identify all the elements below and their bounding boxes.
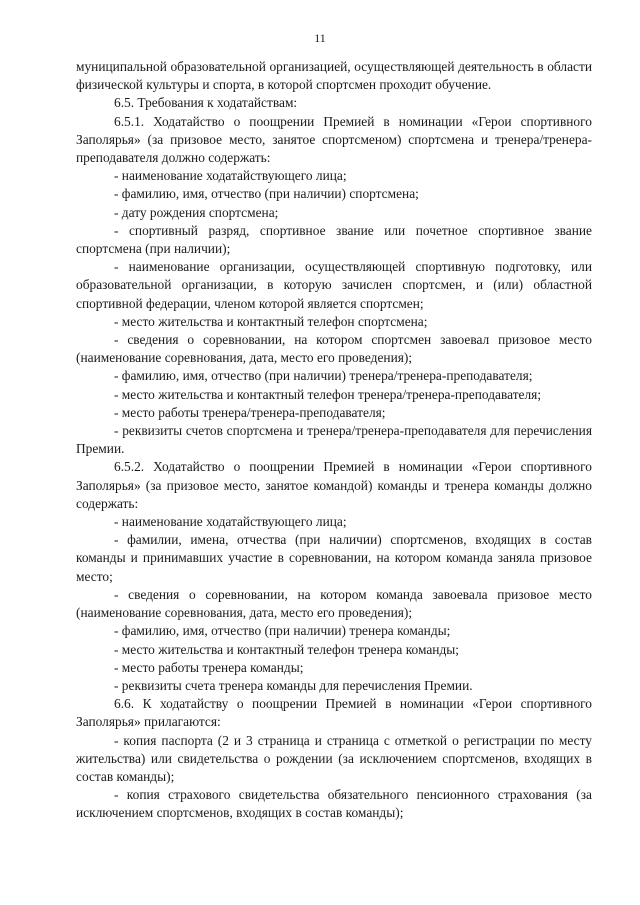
paragraph: - сведения о соревновании, на котором спортсмен завоевал призовое место (наименование соревнования, дата, место его проведения); <box>76 332 592 366</box>
paragraph: - место работы тренера команды; <box>114 659 304 675</box>
paragraph: - наименование организации, осуществляющей спортивную подготовку, или образовательной организации, в которую зачислен спортсмен, и (или) областной спортивной федерации, членом которой является спортсмен; <box>76 259 592 311</box>
paragraph: - наименование ходатайствующего лица; <box>114 168 347 184</box>
paragraph: - место жительства и контактный телефон тренера команды; <box>114 641 459 657</box>
page-number: 11 <box>314 31 326 45</box>
paragraph: - реквизиты счета тренера команды для перечисления Премии. <box>114 677 473 693</box>
paragraph: - место жительства и контактный телефон спортсмена; <box>114 313 428 329</box>
paragraph: - спортивный разряд, спортивное звание или почетное спортивное звание спортсмена (при наличии); <box>76 222 592 257</box>
paragraph: - сведения о соревновании, на котором команда завоевала призовое место (наименование соревнования, дата, место его проведения); <box>76 586 592 621</box>
paragraph: 6.6. К ходатайству о поощрении Премией в номинации «Герои спортивного Заполярья» прилагаются: <box>76 696 592 730</box>
paragraph: - фамилию, имя, отчество (при наличии) тренера/тренера-преподавателя; <box>114 368 533 384</box>
paragraph: 6.5.1. Ходатайство о поощрении Премией в номинации «Герои спортивного Заполярья» (за призовое место, занятое спортсменом) спортсмена и тренера/тренера-преподавателя должно содержать: <box>76 113 592 166</box>
paragraph: - копия страхового свидетельства обязательного пенсионного страхования (за исключением спортсменов, входящих в состав команды); <box>76 787 592 821</box>
document-body <box>76 58 592 823</box>
paragraph: - дату рождения спортсмена; <box>114 204 279 220</box>
paragraph: - место работы тренера/тренера-преподавателя; <box>114 404 386 420</box>
paragraph: - фамилии, имена, отчества (при наличии) спортсменов, входящих в состав команды и принимавших участие в соревновании, на котором команда заняла призовое место; <box>76 532 592 584</box>
paragraph: - фамилию, имя, отчество (при наличии) тренера команды; <box>114 623 451 639</box>
paragraph: 6.5. Требования к ходатайствам: <box>114 95 298 111</box>
paragraph: - реквизиты счетов спортсмена и тренера/тренера-преподавателя для перечисления Премии. <box>76 423 592 457</box>
paragraph: 6.5.2. Ходатайство о поощрении Премией в номинации «Герои спортивного Заполярья» (за призовое место, занятое командой) команды и тренера команды должно содержать: <box>76 459 592 511</box>
paragraph: - фамилию, имя, отчество (при наличии) спортсмена; <box>114 186 419 202</box>
paragraph: муниципальной образовательной организацией, осуществляющей деятельность в области физической культуры и спорта, в которой спортсмен проходит обучение. <box>76 59 592 93</box>
paragraph: - наименование ходатайствующего лица; <box>114 514 347 530</box>
paragraph: - место жительства и контактный телефон тренера/тренера-преподавателя; <box>114 386 542 402</box>
paragraph: - копия паспорта (2 и 3 страница и страница с отметкой о регистрации по месту жительства) или свидетельства о рождении (за исключением спортсменов, входящих в состав команды); <box>76 732 592 784</box>
